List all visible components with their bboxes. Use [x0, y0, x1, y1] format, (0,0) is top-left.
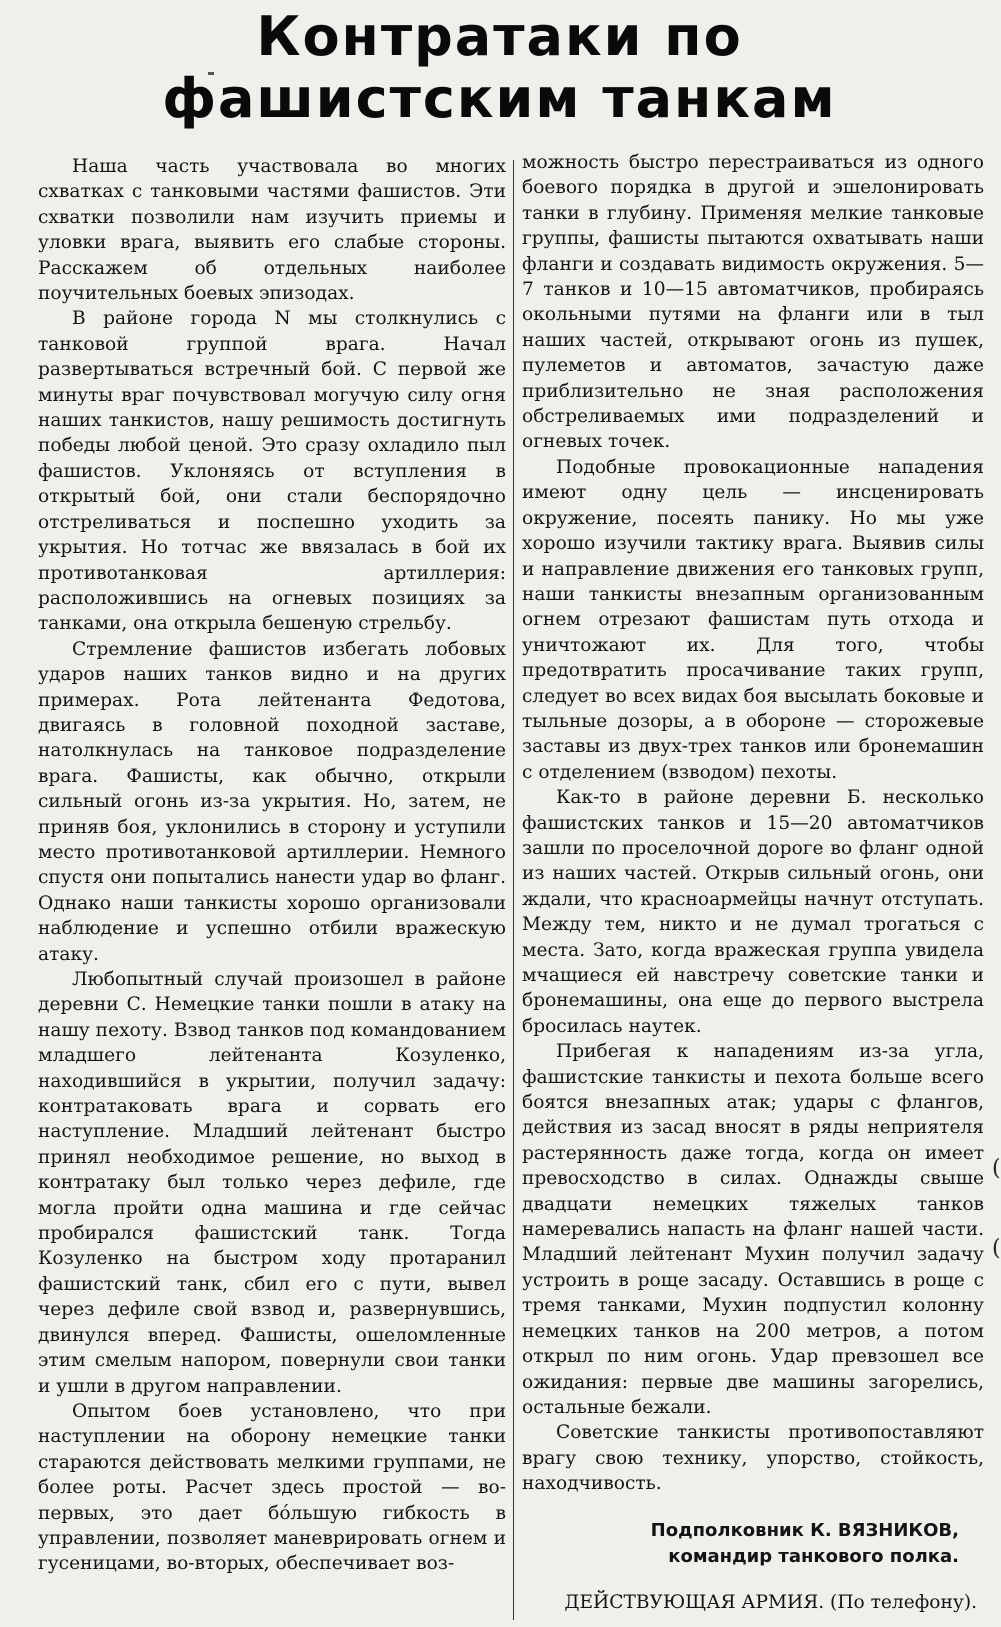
left-column: [38, 154, 506, 1577]
headline: [0, 6, 999, 130]
author-title: командир танкового полка.: [668, 1546, 959, 1567]
dateline: ДЕЙСТВУЮЩАЯ АРМИЯ. (По телефону).: [564, 1592, 977, 1613]
adjacent-column-fragment: (: [992, 1156, 1001, 1181]
headline-line-2: фашистским танкам: [162, 67, 837, 130]
right-column: [522, 150, 984, 1497]
column-divider: [513, 160, 514, 1620]
author-name: Подполковник К. ВЯЗНИКОВ,: [650, 1520, 959, 1541]
paragraph: Стремление фашистов избегать лобовых ударов наших танков видно и на других примерах. Рота лейтенанта Федотова, двигаясь в головной походной заставе, натолкнулась на танковое подразделение врага. Фашисты, как обычно, открыли сильный огонь из-за укрытия. Но, затем, не приняв боя, уклонились в сторону и уступили место противотанковой артиллерии. Немного спустя они попытались нанести удар во фланг. Однако наши танкисты хорошо организовали наблюдение и успешно отбили вражескую атаку.: [38, 638, 506, 965]
paragraph: Любопытный случай произошел в районе деревни С. Немецкие танки пошли в атаку на нашу пехоту. Взвод танков под командованием младшего лейтенанта Козуленко, находившийся в укрытии, получил задачу: контратаковать врага и сорвать его наступление. Младший лейтенант быстро принял необходимое решение, но выход в контратаку был только через дефиле, где могла пройти одна машина и где сейчас пробирался фашистский танк. Тогда Козуленко на быстром ходу протаранил фашистский танк, сбил его с пути, вывел через дефиле свой взвод и, развернувшись, двинулся вперед. Фашисты, ошеломленные этим смелым напором, повернули свои танки и ушли в другом направлении.: [38, 969, 506, 1397]
adjacent-column-fragment: (: [992, 1236, 1001, 1261]
paragraph: В районе города N мы столкнулись с танковой группой врага. Начал развертываться встречный бой. С первой же минуты враг почувствовал могучую силу огня наших танкистов, нашу решимость достигнуть победы любой ценой. Это сразу охладило пыл фашистов. Уклоняясь от вступления в открытый бой, они стали беспорядочно отстреливаться и поспешно уходить за укрытия. Но тотчас же ввязалась в бой их противотанковая артиллерия: расположившись на огневых позициях за танками, она открыла бешеную стрельбу.: [38, 308, 506, 635]
paragraph: Советские танкисты противопоставляют врагу свою технику, упорство, стойкость, находчивость.: [522, 1422, 984, 1495]
paragraph: Как-то в районе деревни Б. несколько фашистских танков и 15—20 автоматчиков зашли по проселочной дороге во фланг одной из наших частей. Открыв сильный огонь, они ждали, что красноармейцы начнут отступать. Между тем, никто и не думал трогаться с места. Зато, когда вражеская группа увидела мчащиеся ей навстречу советские танки и бронемашины, она еще до первого выстрела бросилась наутек.: [522, 787, 984, 1037]
paragraph: Прибегая к нападениям из-за угла, фашистские танкисты и пехота больше всего боятся внезапных атак; удары с флангов, действия из засад вносят в ряды неприятеля растерянность даже тогда, когда он имеет превосходство в силах. Однажды свыше двадцати немецких тяжелых танков намеревались напасть на фланг нашей части. Младший лейтенант Мухин получил задачу устроить в роще засаду. Оставшись в роще с тремя танками, Мухин подпустил колонну немецких танков на 200 метров, а потом открыл по ним огонь. Удар превзошел все ожидания: первые две машины загорелись, остальные бежали.: [522, 1041, 984, 1418]
author-signature: [519, 1518, 959, 1570]
paragraph: Подобные провокационные нападения имеют одну цель — инсценировать окружение, посеять панику. Но мы уже хорошо изучили тактику врага. Выявив силы и направление движения его танковых групп, наши танкисты внезапным организованным огнем отрезают фашистам путь отхода и уничтожают их. Для того, чтобы предотвратить просачивание таких групп, следует во всех видах боя высылать боковые и тыльные дозоры, а в обороне — сторожевые заставы из двух-трех танков или бронемашин с отделением (взводом) пехоты.: [522, 456, 984, 783]
paragraph: Наша часть участвовала во многих схватках с танковыми частями фашистов. Эти схватки позволили нам изучить приемы и уловки врага, выявить его слабые стороны. Расскажем об отдельных наиболее поучительных боевых эпизодах.: [38, 156, 506, 305]
paragraph: Опытом боев установлено, что при наступлении на оборону немецкие танки стараются действовать мелкими группами, не более роты. Расчет здесь простой — во-первых, это дает бо́льшую гибкость в управлении, позволяет маневрировать огнем и гусеницами, во-вторых, обеспечивает воз-: [38, 1400, 506, 1575]
headline-line-1: Контратаки по: [256, 5, 743, 68]
paragraph-continuation: можность быстро перестраиваться из одного боевого порядка в другой и эшелонировать танки в глубину. Применяя мелкие танковые группы, фашисты пытаются охватывать наши фланги и создавать видимость окружения. 5—7 танков и 10—15 автоматчиков, пробираясь окольными путями на фланги или в тыл наших частей, открывают огонь из пушек, пулеметов и автоматов, зачастую даже приблизительно не зная расположения обстреливаемых ими подразделений и огневых точек.: [522, 152, 984, 453]
